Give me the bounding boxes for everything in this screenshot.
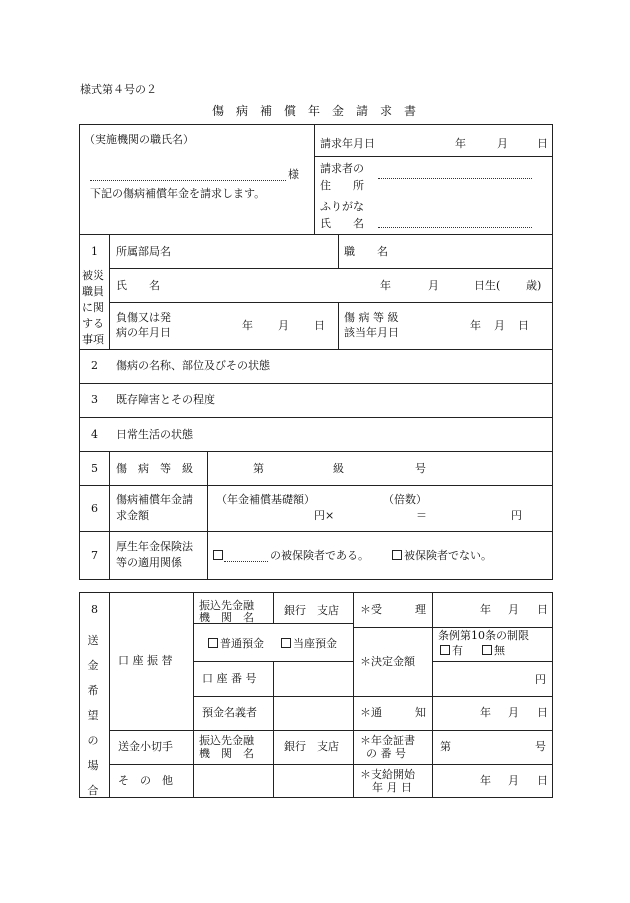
insured-text: の被保険者である。 xyxy=(270,549,369,562)
sec5-label: 傷 病 等 級 xyxy=(116,462,193,475)
sec3-number: 3 xyxy=(91,393,98,406)
furigana-label: ふりがな xyxy=(320,200,364,213)
post-label: 職 名 xyxy=(344,245,388,258)
sec2-number: 2 xyxy=(91,359,98,372)
kettei-label: ＊決定金額 xyxy=(360,655,415,668)
sec7-number: 7 xyxy=(91,549,98,562)
form-title: 傷 病 補 償 年 金 請 求 書 xyxy=(212,104,417,118)
sec8-vertical-label: 送金希望の場合 xyxy=(87,634,99,797)
futsu-checkbox[interactable]: 普通預金 xyxy=(208,638,264,649)
acct-no-label: 口 座 番 号 xyxy=(202,672,257,685)
bank-branch-2: 銀行 支店 xyxy=(284,740,339,753)
sec6-number: 6 xyxy=(91,502,98,515)
sec7-label: 厚生年金保険法 xyxy=(116,540,193,553)
sec1-vertical-label: 被災職員に関する事項 xyxy=(82,269,104,346)
uketori-label: ＊受 理 xyxy=(360,603,426,616)
request-text: 下記の傷病補償年金を請求します。 xyxy=(90,187,266,200)
dept-label: 所属部局名 xyxy=(116,245,171,258)
insured-checkbox[interactable] xyxy=(213,550,225,561)
sec5-number: 5 xyxy=(91,462,98,475)
base-amount-label: （年金補償基礎額） xyxy=(216,493,315,506)
sec4-number: 4 xyxy=(91,428,98,441)
nashi-checkbox[interactable]: 無 xyxy=(482,645,505,656)
tsuchi-label: ＊通 知 xyxy=(360,706,426,719)
kogitte-label: 送金小切手 xyxy=(118,740,173,753)
sama-label: 様 xyxy=(288,168,299,181)
not-insured-text: 被保険者でない。 xyxy=(404,549,492,562)
sonota-label: そ の 他 xyxy=(118,774,173,787)
form-number: 様式第４号の２ xyxy=(80,83,157,96)
multiplier-label: （倍数） xyxy=(383,493,427,506)
bank-label-2: 振込先金融 xyxy=(199,734,254,747)
cert-label: ＊年金証書 xyxy=(360,734,415,747)
org-label: （実施機関の職氏名） xyxy=(84,133,194,146)
ari-checkbox[interactable]: 有 xyxy=(440,645,463,656)
bank-label: 振込先金融 xyxy=(199,599,254,612)
bank-branch: 銀行 支店 xyxy=(284,604,339,617)
request-date-label: 請求年月日 xyxy=(320,137,375,150)
sec4-label: 日常生活の状態 xyxy=(116,428,193,441)
name-line xyxy=(378,227,532,228)
start-date-label: ＊支給開始 xyxy=(360,768,415,781)
not-insured-checkbox[interactable] xyxy=(392,550,404,561)
address-line xyxy=(378,178,532,179)
jorei-label: 条例第10条の制限 xyxy=(438,629,529,642)
name-label: 氏 名 xyxy=(116,279,160,292)
acct-name-label: 預金名義者 xyxy=(202,706,257,719)
address-label: 請求者の xyxy=(320,162,364,175)
sec2-label: 傷病の名称、部位及びその状態 xyxy=(116,359,270,372)
grade-date-label: 傷 病 等 級 xyxy=(344,311,399,324)
sec1-number: 1 xyxy=(91,245,98,258)
sec6-label: 傷病補償年金請 xyxy=(116,493,193,506)
kouza-label: 口 座 振 替 xyxy=(118,654,173,667)
org-name-line xyxy=(90,180,286,181)
sec3-label: 既存障害とその程度 xyxy=(116,393,215,406)
sec8-number: 8 xyxy=(91,603,98,616)
toza-checkbox[interactable]: 当座預金 xyxy=(281,638,337,649)
injury-date-label: 負傷又は発 xyxy=(116,311,171,324)
